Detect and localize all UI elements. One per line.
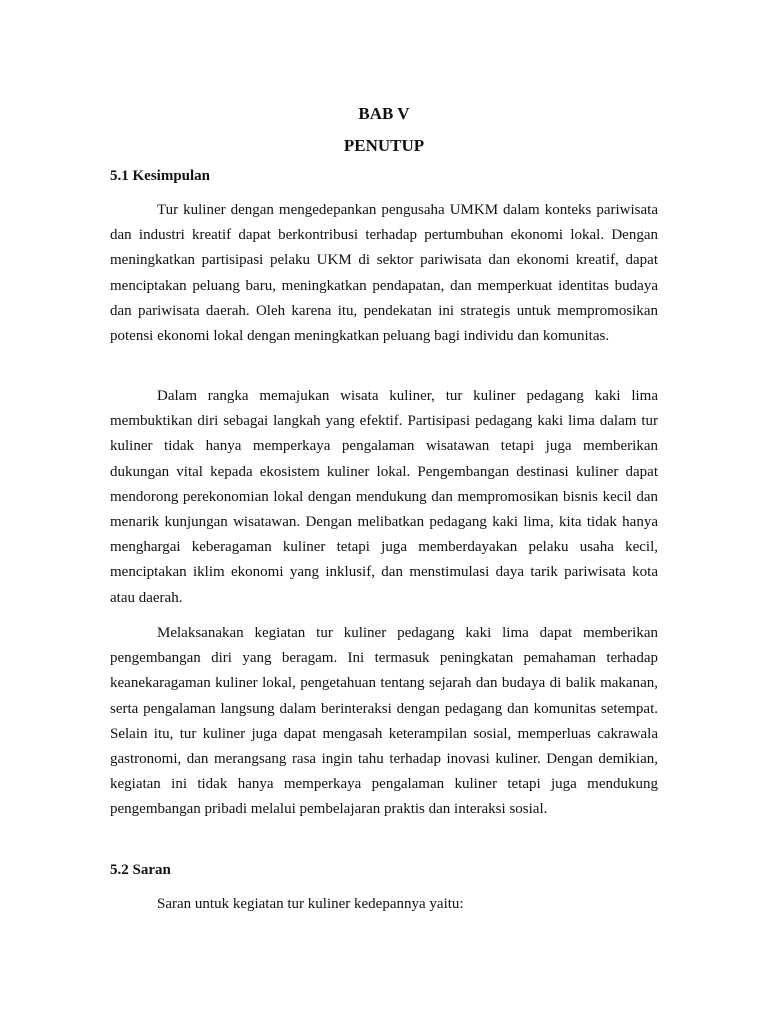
chapter-number: BAB V <box>358 104 410 123</box>
paragraph-saran-1: Saran untuk kegiatan tur kuliner kedepannya yaitu: <box>157 896 464 912</box>
document-page <box>110 0 658 1024</box>
paragraph-kesimpulan-2: Dalam rangka memajukan wisata kuliner, tur kuliner pedagang kaki lima membuktikan diri sebagai langkah yang efektif. Partisipasi pedagang kaki lima dalam tur kuliner tidak hanya memperkaya pengalaman wisatawan tetapi juga memberikan dukungan vital kepada ekosistem kuliner lokal. Pengembangan destinasi kuliner dapat mendorong perekonomian lokal dengan mendukung dan mempromosikan bisnis kecil dan menarik kunjungan wisatawan. Dengan melibatkan pedagang kaki lima, kita tidak hanya menghargai keberagaman kuliner tetapi juga memberdayakan pelaku usaha kecil, menciptakan iklim ekonomi yang inklusif, dan menstimulasi daya tarik pariwisata kota atau daerah. <box>110 388 658 606</box>
section-heading-kesimpulan: 5.1 Kesimpulan <box>110 168 211 184</box>
section-heading-saran: 5.2 Saran <box>110 862 171 878</box>
chapter-title: PENUTUP <box>343 136 425 155</box>
paragraph-kesimpulan-3: Melaksanakan kegiatan tur kuliner pedagang kaki lima dapat memberikan pengembangan diri yang beragam. Ini termasuk peningkatan pemahaman terhadap keanekaragaman kuliner lokal, pengetahuan tentang sejarah dan budaya di balik makanan, serta pengalaman langsung dalam berinteraksi dengan pedagang dan komunitas setempat. Selain itu, tur kuliner juga dapat mengasah keterampilan sosial, memperluas cakrawala gastronomi, dan merangsang rasa ingin tahu terhadap inovasi kuliner. Dengan demikian, kegiatan ini tidak hanya memperkaya pengalaman kuliner tetapi juga mendukung pengembangan pribadi melalui pembelajaran praktis dan interaksi sosial. <box>110 625 658 818</box>
paragraph-kesimpulan-1: Tur kuliner dengan mengedepankan pengusaha UMKM dalam konteks pariwisata dan industri kreatif dapat berkontribusi terhadap pertumbuhan ekonomi lokal. Dengan meningkatkan partisipasi pelaku UKM di sektor pariwisata dan ekonomi kreatif, dapat menciptakan peluang baru, meningkatkan pendapatan, dan memperkuat identitas budaya dan pariwisata daerah. Oleh karena itu, pendekatan ini strategis untuk mempromosikan potensi ekonomi lokal dengan meningkatkan peluang bagi individu dan komunitas. <box>110 202 658 345</box>
